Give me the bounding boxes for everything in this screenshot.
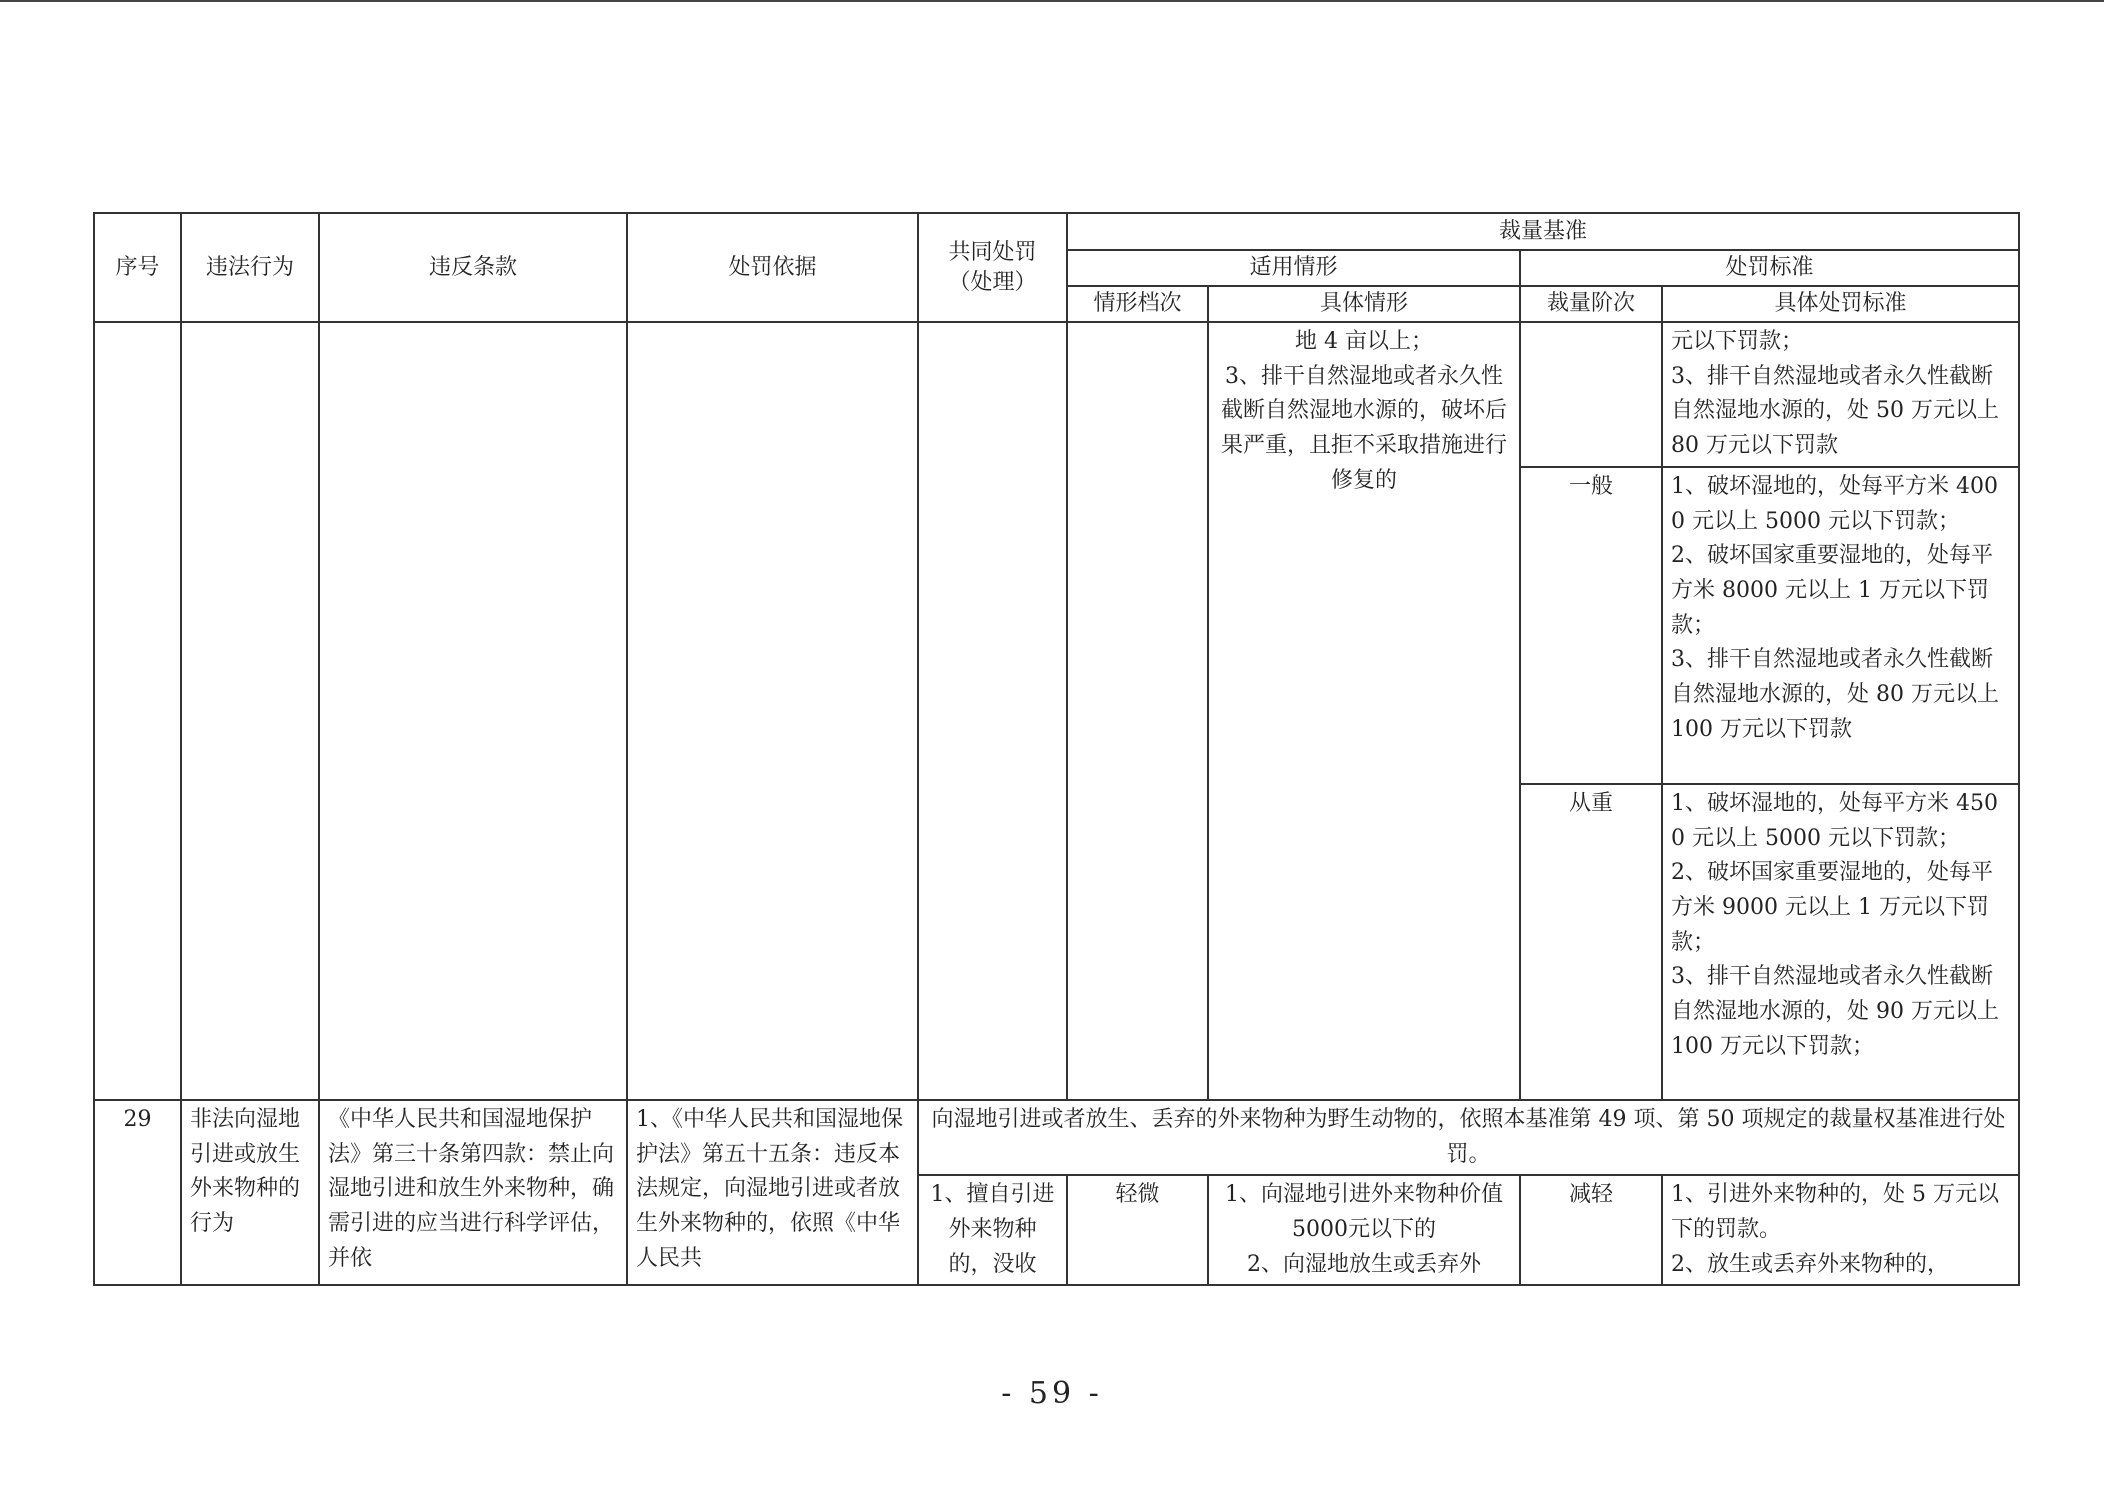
header-joint — [918, 213, 1067, 322]
row29-joint: 1、擅自引进外来物种的，没收 — [918, 1175, 1067, 1285]
cont-standard-cell — [1662, 784, 2019, 1100]
row29-behavior: 非法向湿地引进或放生外来物种的行为 — [181, 1100, 319, 1286]
standard-line: 3、排干自然湿地或者永久性截断自然湿地水源的，处 80 万元以上 100 万元以下罚款 — [1671, 647, 2006, 742]
cont-case-line: 3、排干自然湿地或者永久性截断自然湿地水源的，破坏后果严重，且拒不采取措施进行修复的 — [1220, 363, 1507, 493]
row29-note: 向湿地引进或者放生、丢弃的外来物种为野生动物的，依照本基准第 49 项、第 50 项规定的裁量权基准进行处罚。 — [918, 1100, 2019, 1175]
cont-level-cell — [1520, 322, 1662, 467]
cont-case-line: 地 4 亩以上； — [1295, 329, 1433, 354]
cont-clause-cell — [319, 322, 627, 1100]
standard-line: 3、排干自然湿地或者永久性截断自然湿地水源的，处 50 万元以上 80 万元以下罚款 — [1671, 363, 2006, 459]
standard-line: 元以下罚款； — [1671, 329, 1804, 354]
header-clause: 违反条款 — [319, 213, 627, 322]
row29-case-line: 2、向湿地放生或丢弃外 — [1247, 1251, 1481, 1277]
discretion-table — [93, 212, 2020, 1286]
row29-basis: 1、《中华人民共和国湿地保护法》第五十五条：违反本法规定，向湿地引进或者放生外来物种的，依照《中华人民共 — [627, 1100, 918, 1286]
cont-level-cell: 一般 — [1520, 467, 1662, 784]
row29-standard-line: 2、放生或丢弃外来物种的， — [1671, 1251, 1949, 1277]
standard-line: 2、破坏国家重要湿地的，处每平方米 8000 元以上 1 万元以下罚款； — [1671, 543, 1993, 638]
row29-seq: 29 — [94, 1100, 181, 1286]
cont-grade-cell — [1067, 322, 1208, 1100]
row29-level: 减轻 — [1520, 1175, 1662, 1285]
cont-case-cell — [1208, 322, 1520, 1100]
standard-line: 1、破坏湿地的，处每平方米 4500 元以上 5000 元以下罚款； — [1671, 790, 1998, 851]
header-applicable: 适用情形 — [1067, 250, 1520, 286]
header-grade: 情形档次 — [1067, 286, 1208, 322]
row29-standard-line: 1、引进外来物种的，处 5 万元以下的罚款。 — [1671, 1182, 1999, 1242]
cont-basis-cell — [627, 322, 918, 1100]
cont-standard-cell — [1662, 322, 2019, 467]
cont-behavior-cell — [181, 322, 319, 1100]
standard-line: 2、破坏国家重要湿地的，处每平方米 9000 元以上 1 万元以下罚款； — [1671, 860, 1993, 955]
header-seq: 序号 — [94, 213, 181, 322]
standard-line: 1、破坏湿地的，处每平方米 4000 元以上 5000 元以下罚款； — [1671, 473, 1998, 534]
header-joint-line2: （处理） — [948, 269, 1037, 295]
standard-line: 3、排干自然湿地或者永久性截断自然湿地水源的，处 90 万元以上 100 万元以下罚款； — [1671, 964, 2006, 1059]
page-number: - 59 - — [1001, 1376, 1103, 1411]
header-joint-line1: 共同处罚 — [948, 239, 1037, 265]
row29-clause: 《中华人民共和国湿地保护法》第三十条第四款：禁止向湿地引进和放生外来物种，确需引进的应当进行科学评估，并依 — [319, 1100, 627, 1286]
header-level: 裁量阶次 — [1520, 286, 1662, 322]
cont-standard-cell — [1662, 467, 2019, 784]
top-rule — [0, 0, 2104, 2]
header-basis: 处罚依据 — [627, 213, 918, 322]
row29-standard — [1662, 1175, 2019, 1285]
header-specific-standard: 具体处罚标准 — [1662, 286, 2019, 322]
header-standard: 处罚标准 — [1520, 250, 2019, 286]
header-specific-case: 具体情形 — [1208, 286, 1520, 322]
cont-seq-cell — [94, 322, 181, 1100]
header-discretion: 裁量基准 — [1067, 213, 2019, 250]
header-behavior: 违法行为 — [181, 213, 319, 322]
cont-level-cell: 从重 — [1520, 784, 1662, 1100]
row29-grade: 轻微 — [1067, 1175, 1208, 1285]
row29-case — [1208, 1175, 1520, 1285]
row29-case-line: 1、向湿地引进外来物种价值 5000元以下的 — [1225, 1182, 1510, 1242]
cont-joint-cell — [918, 322, 1067, 1100]
